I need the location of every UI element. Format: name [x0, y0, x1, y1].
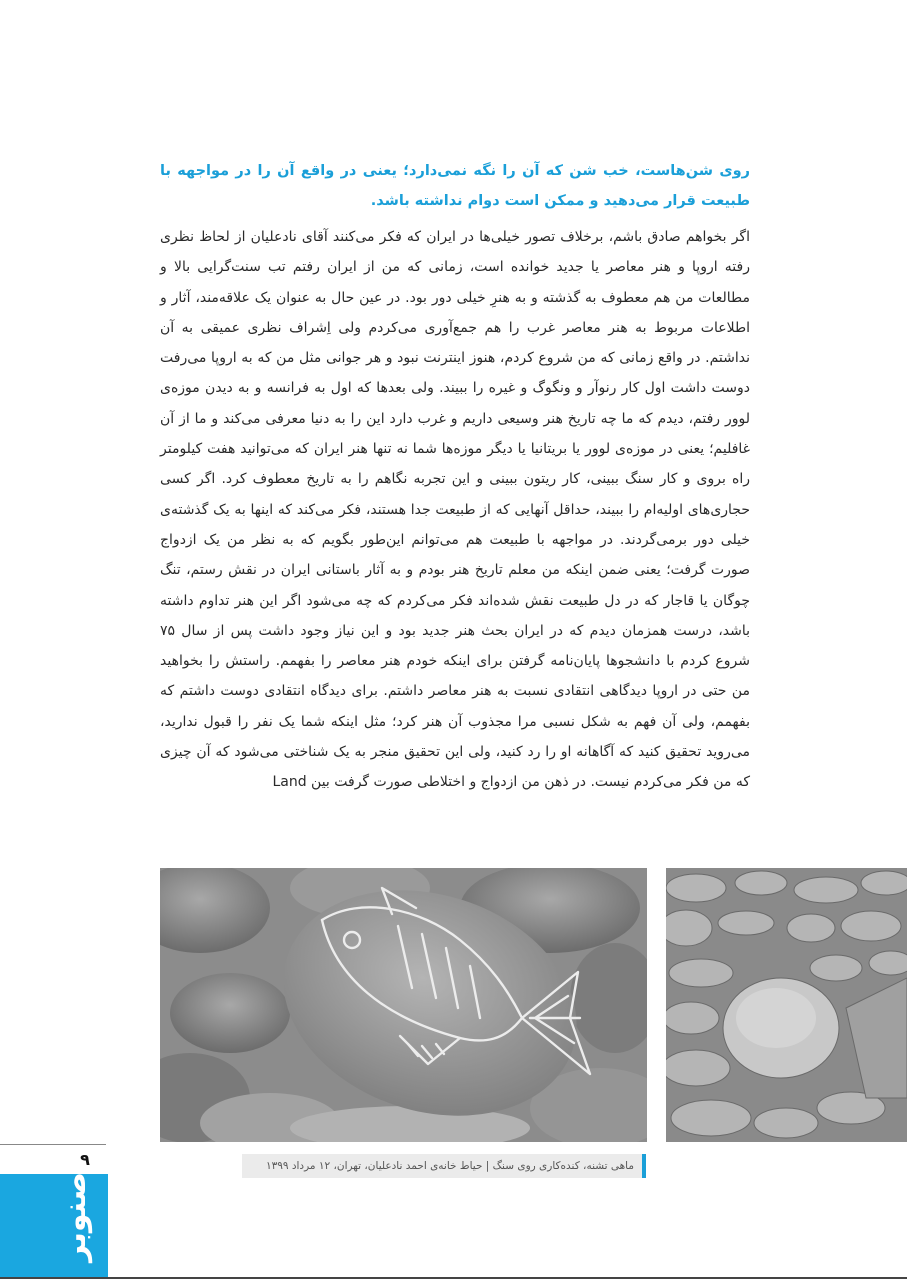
caption-text: ماهی تشنه، کنده‌کاری روی سنگ | حیاط خانه‌ی احمد نادعلیان، تهران، ۱۲ مرداد ۱۳۹۹ [265, 1160, 634, 1172]
page-number: ۹ [80, 1150, 90, 1169]
pebbles-photo [666, 868, 907, 1142]
article-body: اگر بخواهم صادق باشم، برخلاف تصور خیلی‌ها در ایران که فکر می‌کنند آقای نادعلیان از لحاظ نظری رفته اروپا و هنر معاصر یا جدید خوانده است، زمانی که من از ایران رفتم تب سنت‌گرایی بالا و مطالعات من هم معطوف به گذشته و به هنرِ خیلی دور بود. در عین حال به عنوان یک علاقه‌مند، آثار و اطلاعات مربوط به هنر معاصر غرب را هم جمع‌آوری می‌کردم ولی اِشراف نظری عمیقی به آن نداشتم. در واقع زمانی که من شروع کردم، هنوز اینترنت نبود و هر جوانی مثل من که به اروپا می‌رفت دوست داشت اول کار رنوآر و ونگوگ و غیره را ببیند. ولی بعدها که اول به فرانسه و به دیدن موزه‌ی لوور رفتم، دیدم که ما چه تاریخ هنر وسیعی داریم و غرب دارد این را به دنیا معرفی می‌کند و ما از آن غافلیم؛ یعنی در موزه‌ی لوور یا بریتانیا یا دیگر موزه‌ها شما نه تنها هنر ایران که می‌توانید هفت کیلومتر راه بروی و کار سنگ ببینی، کار ریتون ببینی و این تجربه نگاهم را به تاریخ معطوف کرد. اگر کسی حجاری‌های اولیه‌ام را ببیند، حداقل آنهایی که از طبیعت جدا هستند، فکر می‌کند که اینها به یک گذشته‌ی خیلی دور برمی‌گردند. در مواجهه با طبیعت هم می‌توانم این‌طور بگویم که به نظر من یک ازدواج صورت گرفت؛ یعنی ضمن اینکه من معلم تاریخ هنر بودم و به آثار باستانی ایران در نقش رستم، تنگ چوگان یا قاجار که در دل طبیعت نقش شده‌اند فکر می‌کردم که چه می‌شود اگر این هنر تداوم داشته باشد، درست همزمان دیدم که در ایران بحث هنر جدید بود و این نیاز وجود داشت پس از سال ۷۵ شروع کردم با دانشجوها پایان‌نامه گرفتن برای اینکه خودم هنر معاصر را بفهمم. راستش را بخواهید من حتی در اروپا دیدگاهی انتقادی نسبت به هنر معاصر داشتم. برای دیدگاه انتقادی دوست داشتم که بفهمم، ولی آن فهم به شکل نسبی مرا مجذوب آن هنر کرد؛ مثل اینکه شما یک نفر را قبول ندارید، می‌روید تحقیق کنید که آگاهانه او را رد کنید، ولی این تحقیق منجر به یک شناختی می‌شود که آن چیزی که من فکر می‌کردم نیست. در ذهن من ازدواج و اختلاطی صورت گرفت بین Land [160, 229, 750, 791]
photo-caption [242, 1154, 646, 1178]
lead-quote: روی شن‌هاست، خب شن که آن را نگه نمی‌دارد؛ یعنی در واقع آن را در مواجهه با طبیعت قرار می‌دهید و ممکن است دوام نداشته باشد. [160, 163, 750, 209]
fish-stone-photo [160, 868, 647, 1142]
caption-accent-bar [642, 1154, 646, 1178]
folio-rule [0, 1144, 106, 1145]
brand-logo: صنوبر [58, 1172, 93, 1262]
